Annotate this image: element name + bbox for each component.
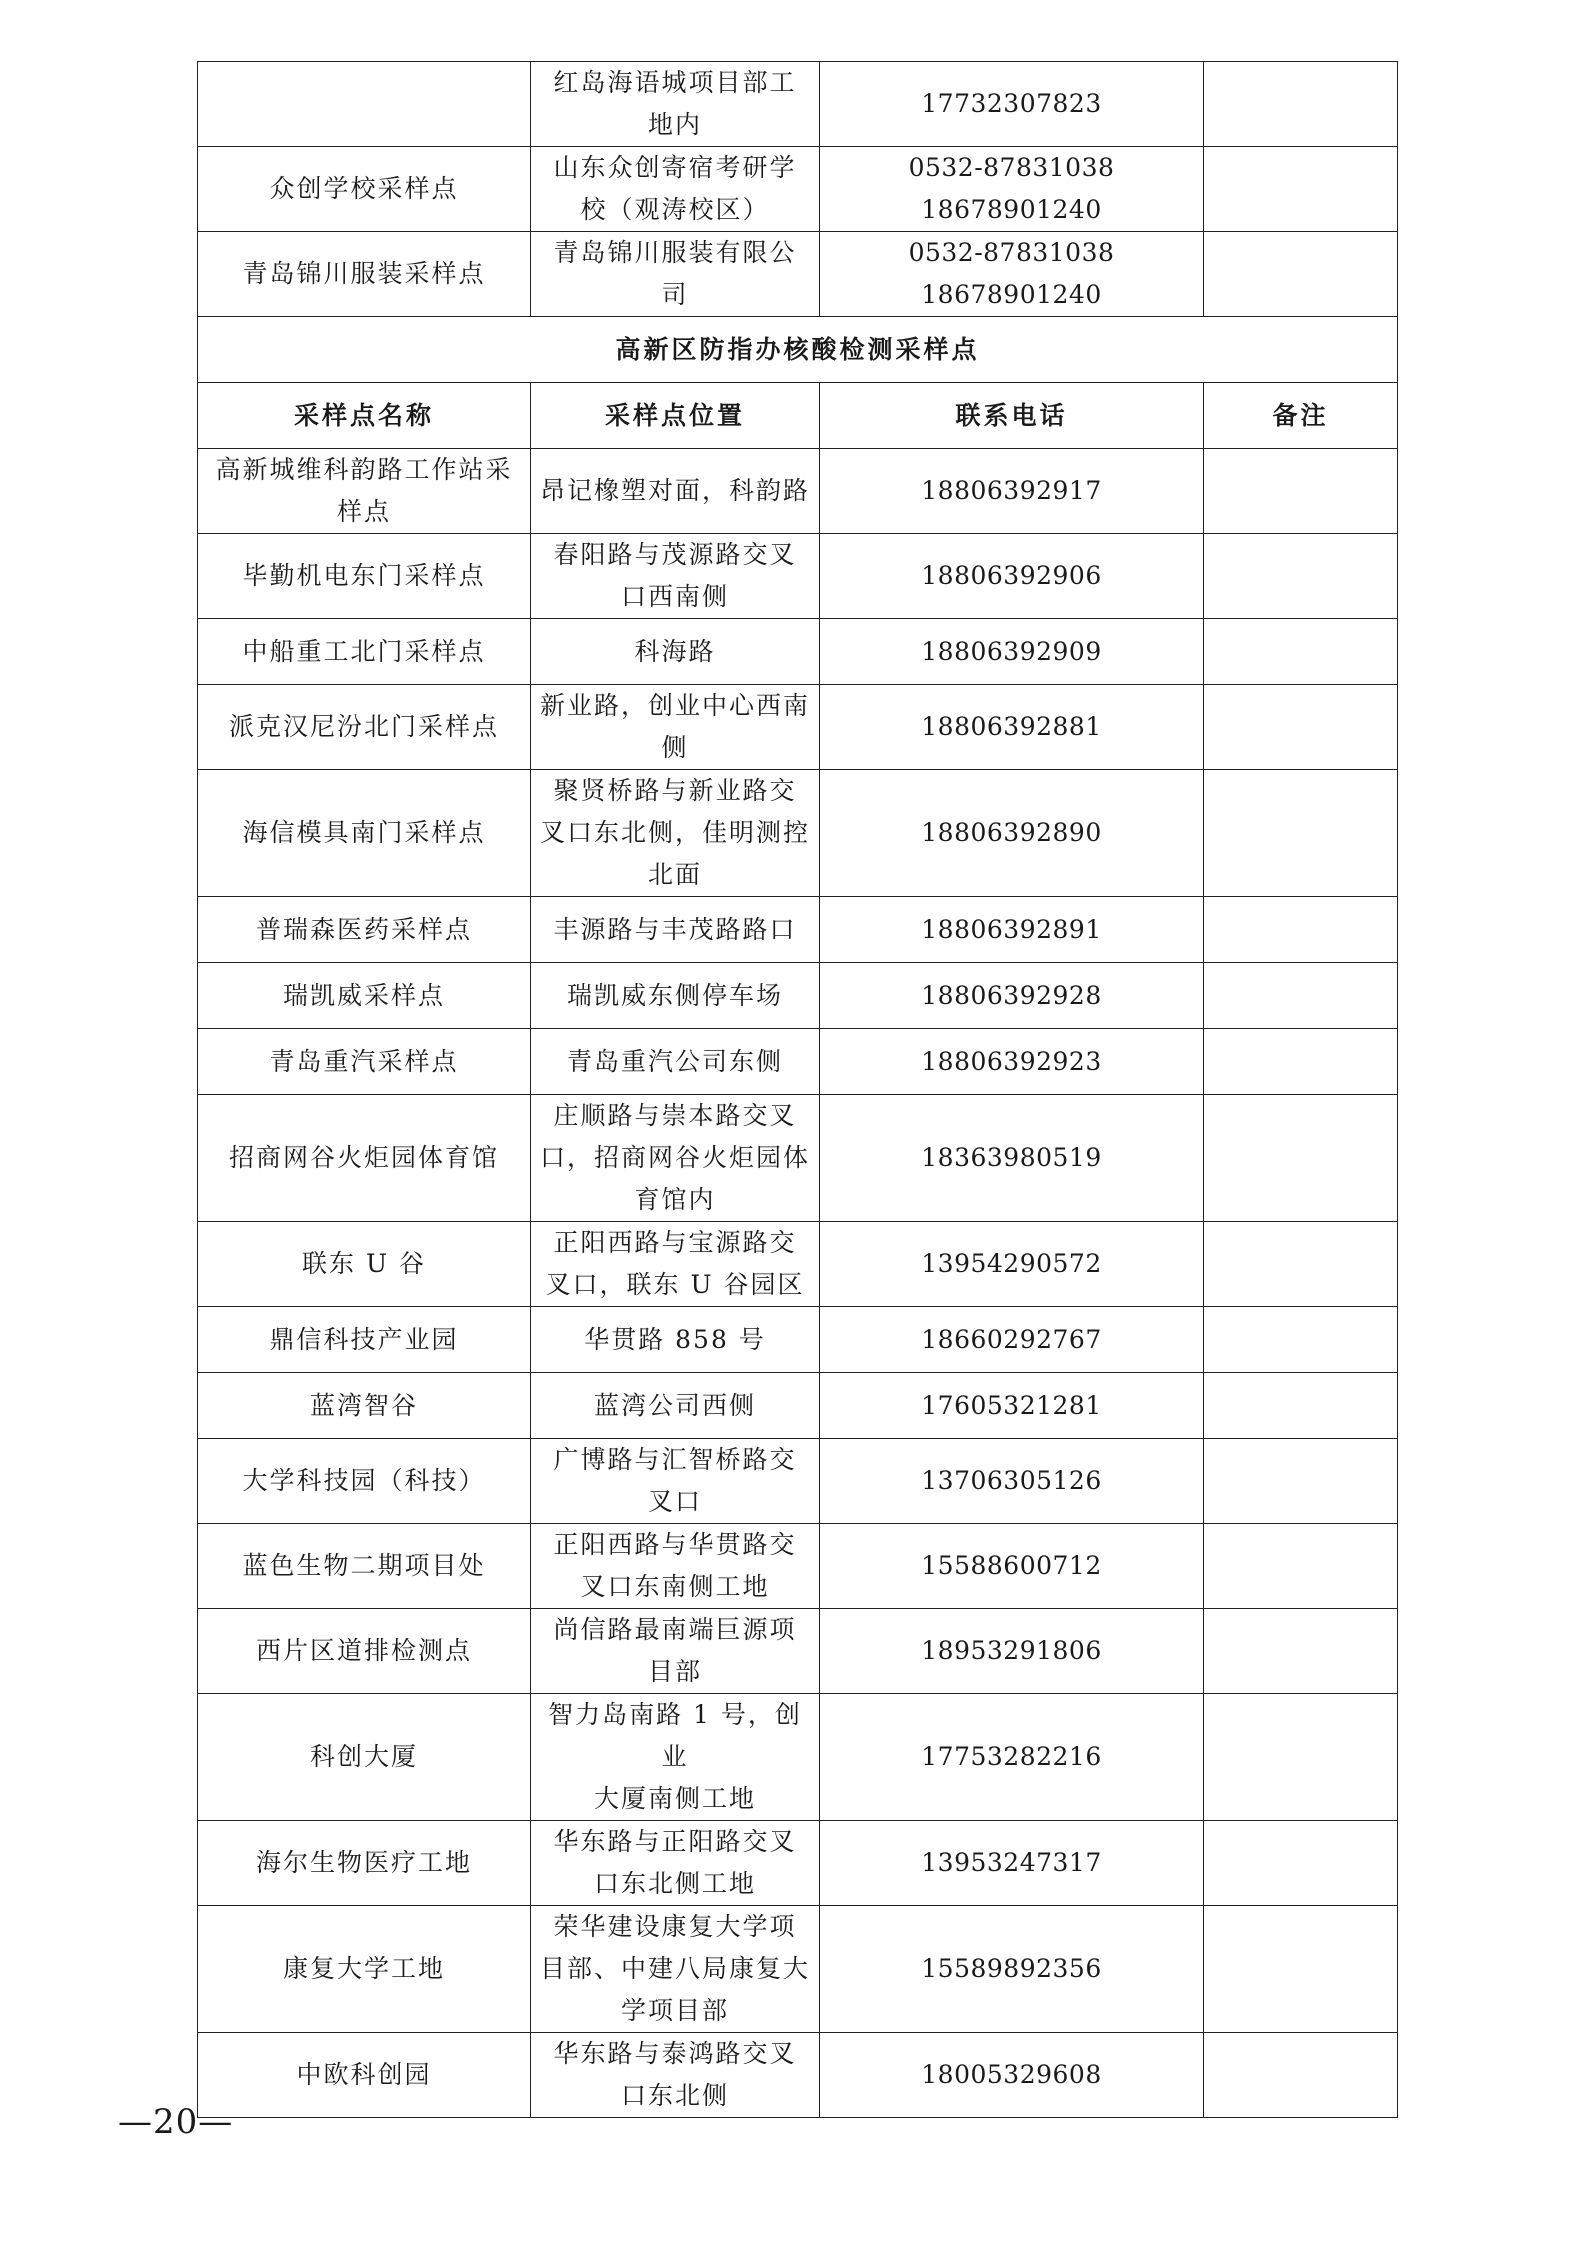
site-phone-cell-line: 17732307823 (921, 89, 1102, 118)
site-name-cell-line: 派克汉尼汾北门采样点 (228, 712, 499, 741)
site-location-cell-line: 华东路与正阳路交叉 (553, 1827, 797, 1856)
site-phone-cell: 15588600712 (820, 1524, 1204, 1609)
site-phone-cell (820, 62, 1204, 147)
site-location-cell-line: 口西南侧 (620, 582, 729, 611)
site-location-cell (531, 1821, 820, 1906)
table-row (198, 534, 1398, 619)
site-note-cell (1204, 62, 1398, 147)
table-row (198, 1609, 1398, 1694)
site-note-cell (1204, 534, 1398, 619)
section-title: 高新区防指办核酸检测采样点 (198, 317, 1398, 383)
site-phone-cell: 18806392928 (820, 963, 1204, 1029)
site-location-cell (531, 1307, 820, 1373)
table-row (198, 1029, 1398, 1095)
site-location-cell-line: 新业路，创业中心西南 (539, 691, 810, 720)
site-note-cell (1204, 897, 1398, 963)
site-name-cell-line: 蓝色生物二期项目处 (242, 1551, 486, 1580)
site-location-cell-line: 蓝湾公司西侧 (593, 1390, 756, 1420)
site-note-cell (1204, 963, 1398, 1029)
site-location-cell-line: 北面 (647, 860, 702, 889)
site-name-cell (198, 770, 531, 897)
site-note-cell (1204, 1524, 1398, 1609)
site-location-cell-line: 学项目部 (620, 1996, 729, 2025)
table-row (198, 1095, 1398, 1222)
site-location-cell (531, 1694, 820, 1821)
site-name-cell-line: 高新城维科韵路工作站采 (215, 455, 513, 484)
site-phone-cell: 17753282216 (820, 1694, 1204, 1821)
site-name-cell (198, 1222, 531, 1307)
site-note-cell (1204, 770, 1398, 897)
site-name-cell-line: 样点 (336, 497, 391, 526)
site-note-cell (1204, 1694, 1398, 1821)
site-location-cell-line: 大厦南侧工地 (593, 1784, 756, 1813)
header-row (198, 383, 1398, 449)
site-location-cell-line: 庄顺路与崇本路交叉 (553, 1101, 797, 1130)
column-header: 采样点名称 (198, 383, 531, 449)
site-location-cell-line: 昂记橡塑对面，科韵路 (539, 476, 810, 505)
table-row (198, 232, 1398, 317)
site-location-cell-line: 目部、中建八局康复大 (539, 1954, 810, 1983)
site-location-cell (531, 1524, 820, 1609)
site-location-cell (531, 770, 820, 897)
site-phone-cell: 18005329608 (820, 2033, 1204, 2118)
column-header: 联系电话 (820, 383, 1204, 449)
site-name-cell (198, 1095, 531, 1222)
table-row (198, 2033, 1398, 2118)
site-note-cell (1204, 1906, 1398, 2033)
site-name-cell-line: 西片区道排检测点 (255, 1636, 472, 1665)
sampling-sites-table (197, 61, 1398, 2118)
site-phone-cell-line: 0532-87831038 (908, 238, 1115, 267)
site-location-cell-line: 司 (661, 280, 689, 309)
site-location-cell-line: 育馆内 (634, 1185, 716, 1214)
site-note-cell (1204, 1821, 1398, 1906)
site-phone-cell (820, 232, 1204, 317)
site-location-cell-line: 山东众创寄宿考研学 (553, 153, 797, 182)
table-row (198, 1439, 1398, 1524)
site-phone-cell: 18806392923 (820, 1029, 1204, 1095)
site-location-cell-line: 红岛海语城项目部工 (553, 68, 797, 97)
site-note-cell (1204, 1373, 1398, 1439)
site-note-cell (1204, 1609, 1398, 1694)
site-location-cell-line: 华贯路 858 号 (584, 1324, 766, 1354)
site-note-cell (1204, 232, 1398, 317)
site-name-cell (198, 1694, 531, 1821)
site-location-cell-line: 丰源路与丰茂路路口 (553, 914, 797, 944)
site-name-cell (198, 1821, 531, 1906)
site-location-cell (531, 963, 820, 1029)
site-phone-cell-line: 0532-87831038 (908, 153, 1115, 182)
table-row (198, 1373, 1398, 1439)
site-name-cell-line: 鼎信科技产业园 (269, 1324, 459, 1354)
site-phone-cell-line: 18678901240 (921, 195, 1102, 224)
site-note-cell (1204, 1095, 1398, 1222)
table-row (198, 619, 1398, 685)
site-note-cell (1204, 619, 1398, 685)
site-location-cell-line: 瑞凯威东侧停车场 (566, 980, 783, 1010)
site-note-cell (1204, 1439, 1398, 1524)
site-name-cell-line: 瑞凯威采样点 (282, 980, 445, 1010)
site-location-cell-line: 目部 (647, 1657, 702, 1686)
site-name-cell (198, 897, 531, 963)
site-location-cell (531, 1906, 820, 2033)
table-body (198, 62, 1398, 2118)
site-note-cell (1204, 1307, 1398, 1373)
site-name-cell (198, 963, 531, 1029)
site-phone-cell: 18363980519 (820, 1095, 1204, 1222)
site-phone-cell: 18953291806 (820, 1609, 1204, 1694)
site-location-cell-line: 叉口东南侧工地 (580, 1572, 770, 1601)
site-location-cell (531, 1373, 820, 1439)
table-row (198, 1821, 1398, 1906)
site-phone-cell: 17605321281 (820, 1373, 1204, 1439)
site-name-cell-line: 联东 U 谷 (302, 1249, 426, 1278)
site-note-cell (1204, 2033, 1398, 2118)
site-note-cell (1204, 449, 1398, 534)
site-name-cell (198, 1524, 531, 1609)
site-name-cell (198, 1373, 531, 1439)
site-location-cell-line: 聚贤桥路与新业路交 (553, 776, 797, 805)
site-location-cell-line: 叉口，联东 U 谷园区 (545, 1270, 805, 1299)
site-location-cell-line: 正阳西路与华贯路交 (553, 1530, 797, 1559)
site-name-cell (198, 62, 531, 147)
site-name-cell-line: 科创大厦 (309, 1742, 418, 1771)
site-location-cell (531, 534, 820, 619)
site-location-cell-line: 科海路 (634, 636, 716, 666)
site-location-cell-line: 口东北侧 (620, 2081, 729, 2110)
site-location-cell-line: 华东路与泰鸿路交叉 (553, 2039, 797, 2068)
site-name-cell (198, 449, 531, 534)
site-location-cell-line: 叉口东北侧，佳明测控 (539, 818, 810, 847)
page-number: —20— (118, 2102, 234, 2142)
column-header: 备注 (1204, 383, 1398, 449)
site-phone-cell: 13706305126 (820, 1439, 1204, 1524)
site-name-cell (198, 1029, 531, 1095)
section-title-row (198, 317, 1398, 383)
table-row (198, 770, 1398, 897)
site-location-cell (531, 147, 820, 232)
site-note-cell (1204, 1029, 1398, 1095)
site-location-cell-line: 叉口 (647, 1487, 702, 1516)
site-location-cell-line: 校（观涛校区） (580, 195, 770, 224)
site-location-cell (531, 1222, 820, 1307)
site-name-cell (198, 1609, 531, 1694)
site-name-cell-line: 青岛重汽采样点 (269, 1046, 459, 1076)
site-phone-cell: 18806392906 (820, 534, 1204, 619)
site-name-cell-line: 海信模具南门采样点 (242, 818, 486, 847)
site-name-cell-line: 康复大学工地 (282, 1954, 445, 1983)
site-phone-cell: 18660292767 (820, 1307, 1204, 1373)
site-name-cell (198, 1906, 531, 2033)
column-header: 采样点位置 (531, 383, 820, 449)
site-name-cell-line: 招商网谷火炬园体育馆 (228, 1143, 499, 1172)
site-note-cell (1204, 147, 1398, 232)
site-name-cell-line: 中船重工北门采样点 (242, 636, 486, 666)
site-name-cell: 青岛锦川服装采样点 (198, 232, 531, 317)
site-phone-cell: 13953247317 (820, 1821, 1204, 1906)
table-row (198, 1222, 1398, 1307)
site-location-cell (531, 232, 820, 317)
site-location-cell-line: 口，招商网谷火炬园体 (539, 1143, 810, 1172)
table-row (198, 1694, 1398, 1821)
table-row (198, 1906, 1398, 2033)
site-name-cell (198, 2033, 531, 2118)
site-name-cell (198, 1307, 531, 1373)
table-row (198, 963, 1398, 1029)
site-location-cell-line: 荣华建设康复大学项 (553, 1912, 797, 1941)
site-name-cell-line: 中欧科创园 (296, 2060, 432, 2089)
site-location-cell (531, 1029, 820, 1095)
site-location-cell-line: 广博路与汇智桥路交 (553, 1445, 797, 1474)
site-name-cell (198, 534, 531, 619)
site-location-cell-line: 侧 (661, 733, 689, 762)
site-location-cell-line: 春阳路与茂源路交叉 (553, 540, 797, 569)
site-location-cell (531, 619, 820, 685)
table-row (198, 449, 1398, 534)
site-phone-cell: 18806392917 (820, 449, 1204, 534)
site-location-cell-line: 口东北侧工地 (593, 1869, 756, 1898)
site-location-cell (531, 2033, 820, 2118)
site-name-cell (198, 1439, 531, 1524)
site-phone-cell: 15589892356 (820, 1906, 1204, 2033)
table-row (198, 897, 1398, 963)
site-location-cell (531, 1095, 820, 1222)
site-phone-cell-line: 18678901240 (921, 280, 1102, 309)
site-name-cell (198, 685, 531, 770)
site-location-cell-line: 智力岛南路 1 号，创业 (548, 1700, 802, 1771)
site-location-cell (531, 1609, 820, 1694)
site-location-cell-line: 地内 (647, 110, 702, 139)
site-name-cell (198, 619, 531, 685)
site-phone-cell (820, 147, 1204, 232)
site-location-cell-line: 尚信路最南端巨源项 (553, 1615, 797, 1644)
site-phone-cell: 18806392881 (820, 685, 1204, 770)
site-phone-cell: 18806392890 (820, 770, 1204, 897)
site-location-cell (531, 685, 820, 770)
site-phone-cell: 18806392891 (820, 897, 1204, 963)
site-location-cell (531, 449, 820, 534)
site-location-cell (531, 1439, 820, 1524)
site-location-cell-line: 青岛重汽公司东侧 (566, 1046, 783, 1076)
table-row (198, 685, 1398, 770)
table-row (198, 62, 1398, 147)
site-location-cell-line: 正阳西路与宝源路交 (553, 1228, 797, 1257)
site-name-cell: 众创学校采样点 (198, 147, 531, 232)
table-row (198, 1524, 1398, 1609)
site-phone-cell: 13954290572 (820, 1222, 1204, 1307)
site-location-cell-line: 青岛锦川服装有限公 (553, 238, 797, 267)
site-note-cell (1204, 685, 1398, 770)
table-row (198, 147, 1398, 232)
site-name-cell-line: 海尔生物医疗工地 (255, 1848, 472, 1877)
site-name-cell-line: 毕勤机电东门采样点 (242, 561, 486, 590)
site-location-cell (531, 897, 820, 963)
site-phone-cell: 18806392909 (820, 619, 1204, 685)
site-note-cell (1204, 1222, 1398, 1307)
table-row (198, 1307, 1398, 1373)
site-name-cell-line: 大学科技园（科技） (242, 1466, 486, 1495)
site-name-cell-line: 蓝湾智谷 (309, 1390, 418, 1420)
site-name-cell-line: 普瑞森医药采样点 (255, 914, 472, 944)
site-location-cell (531, 62, 820, 147)
